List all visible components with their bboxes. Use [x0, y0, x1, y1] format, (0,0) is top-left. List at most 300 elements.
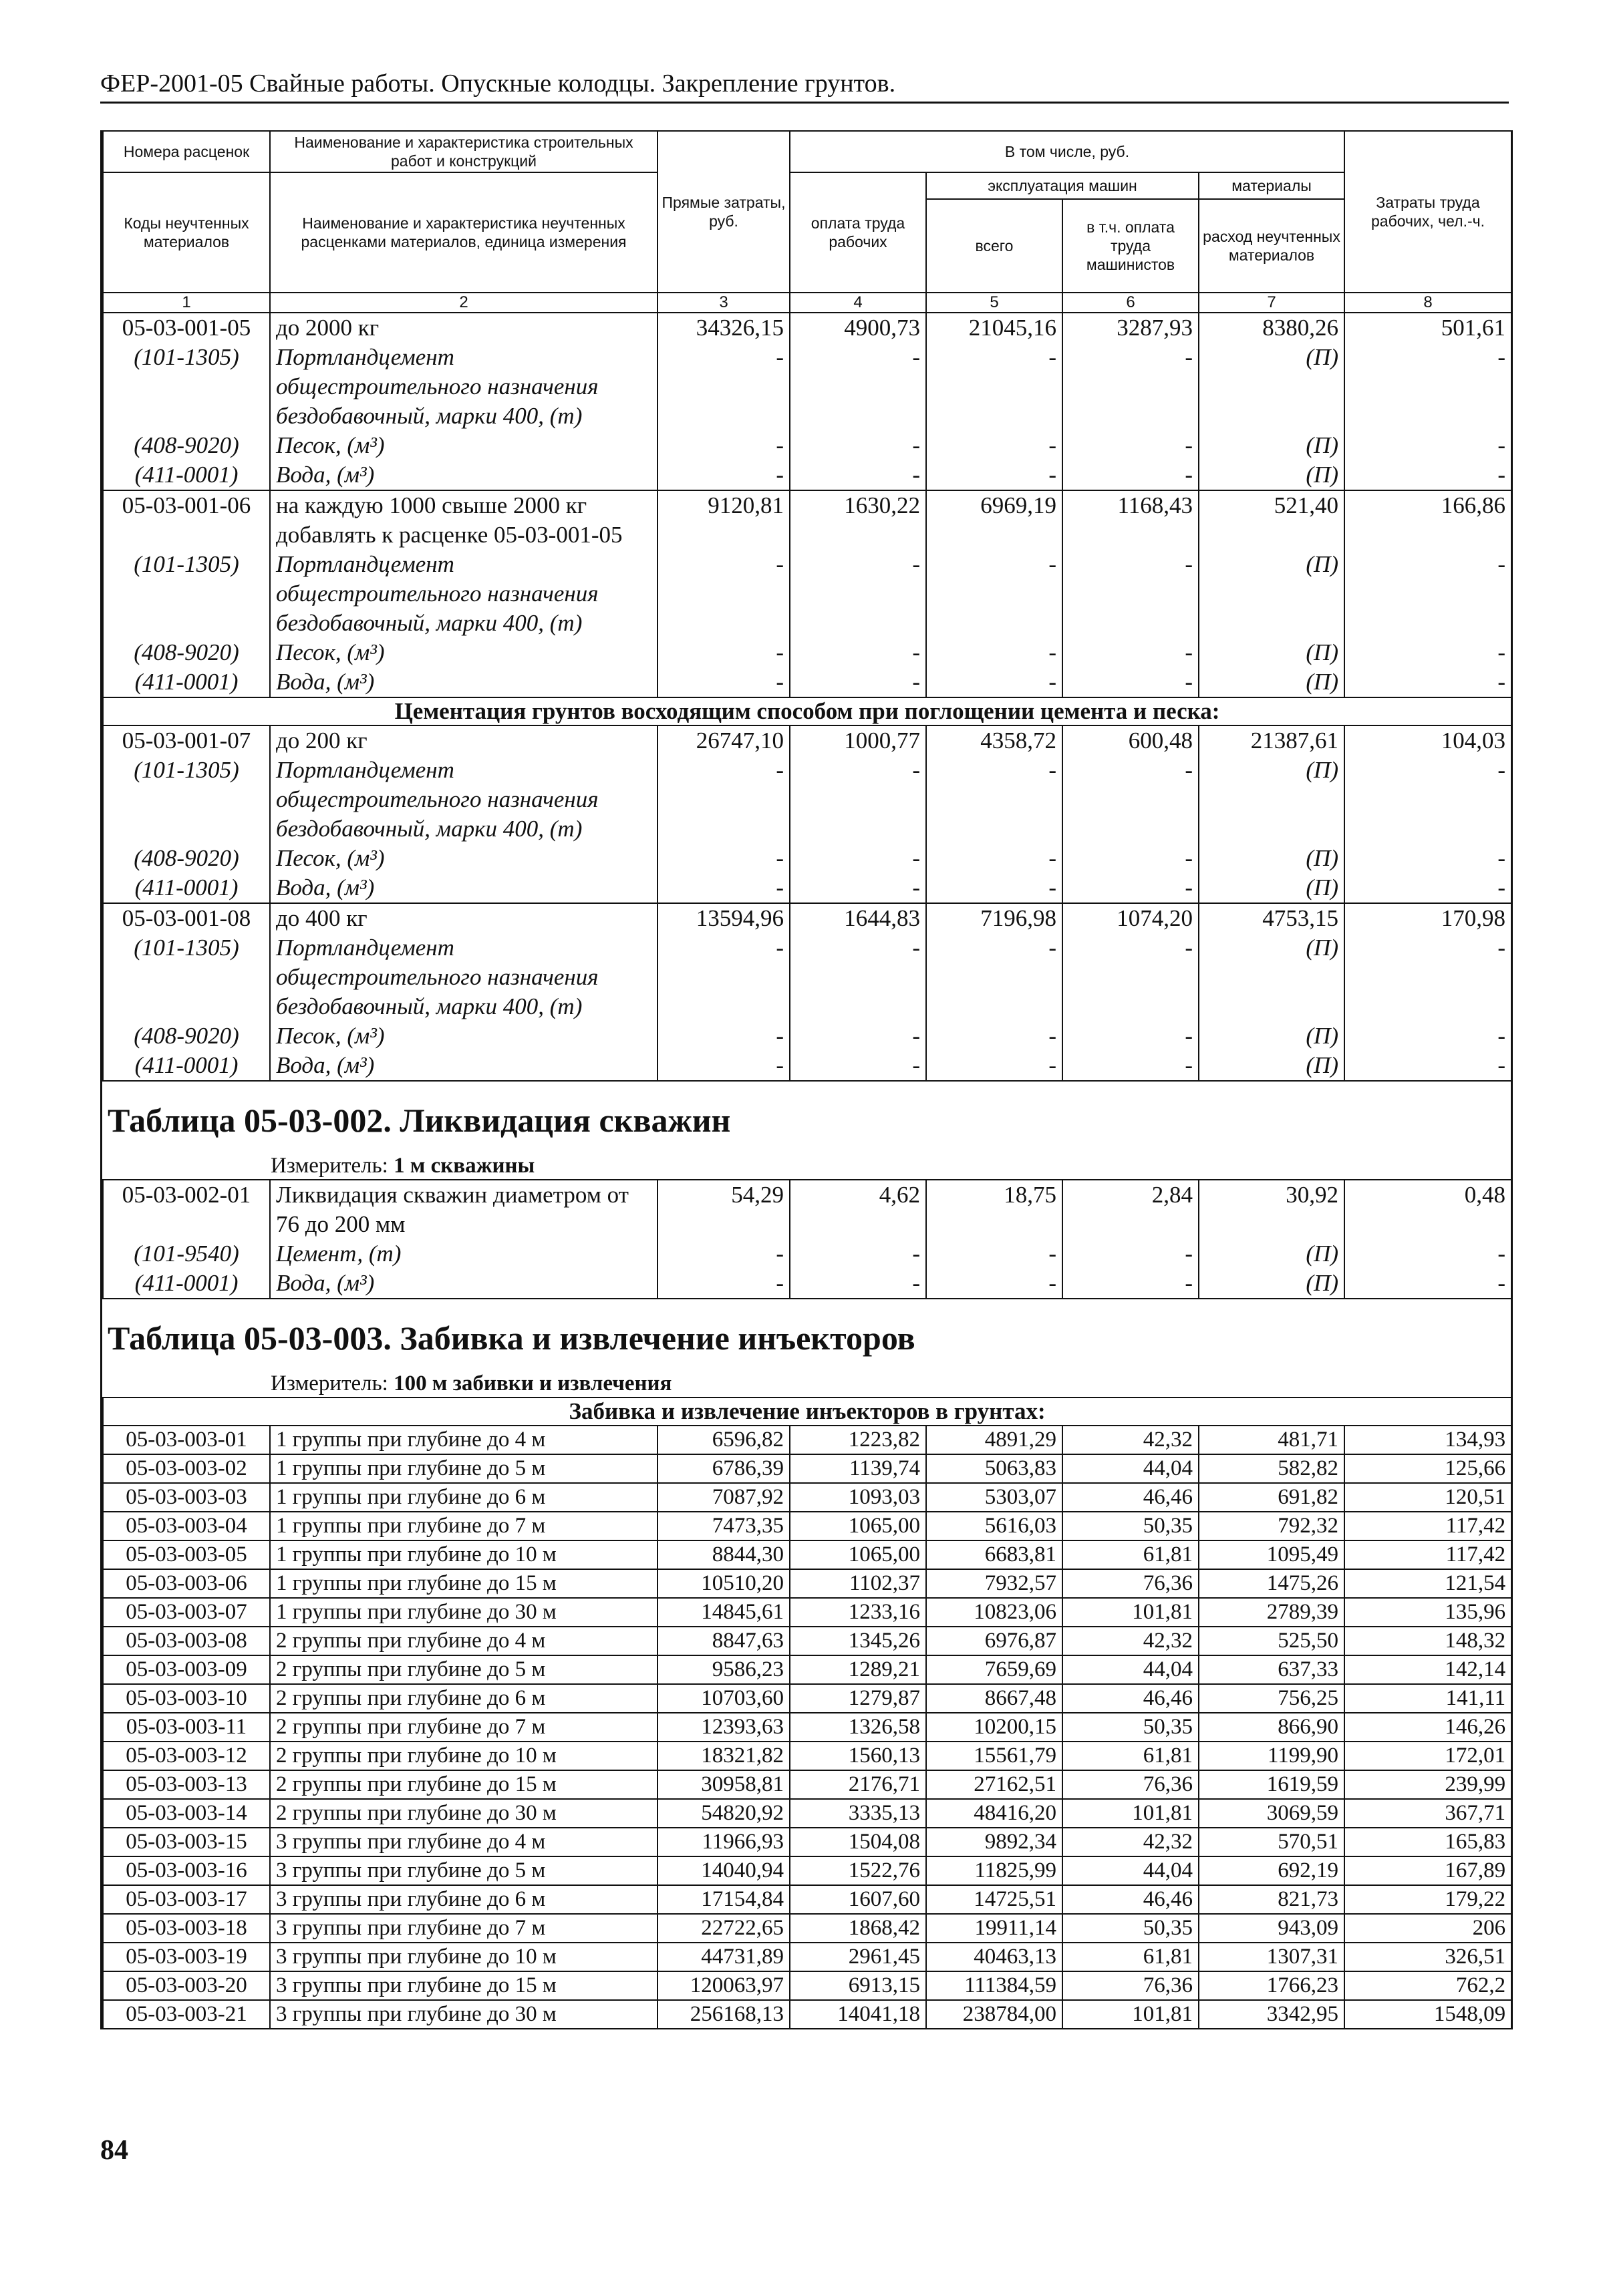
rate-value: 5303,07 [926, 1483, 1062, 1512]
rate-value: 44,04 [1062, 1454, 1199, 1483]
rate-code: 05-03-003-14 [103, 1799, 270, 1828]
header-machinists: в т.ч. оплата труда машинистов [1062, 199, 1199, 293]
rate-value: 1168,43 [1062, 490, 1199, 550]
rate-value: 179,22 [1344, 1885, 1511, 1914]
rate-value: 2789,39 [1199, 1598, 1344, 1627]
rate-name: до 2000 кг [270, 313, 658, 343]
material-dash: - [790, 1269, 926, 1299]
material-dash: - [1062, 1021, 1199, 1051]
material-dash: - [926, 933, 1062, 1021]
table-05-03-002-measure [102, 1152, 1511, 1179]
rate-value: 1199,90 [1199, 1742, 1344, 1770]
rate-name: 2 группы при глубине до 6 м [270, 1684, 658, 1713]
rate-value: 9892,34 [926, 1828, 1062, 1856]
rate-value: 8847,63 [658, 1627, 790, 1655]
rate-value: 1289,21 [790, 1655, 926, 1684]
rate-value: 30,92 [1199, 1180, 1344, 1239]
rate-code: 05-03-003-19 [103, 1943, 270, 1971]
material-name: Вода, (м³) [270, 1269, 658, 1299]
rate-value: 8667,48 [926, 1684, 1062, 1713]
rate-value: 22722,65 [658, 1914, 790, 1943]
material-dash: - [790, 550, 926, 638]
rate-value: 15561,79 [926, 1742, 1062, 1770]
rate-value: 600,48 [1062, 725, 1199, 756]
rate-name: на каждую 1000 свыше 2000 кг добавлять к расценке 05-03-001-05 [270, 490, 658, 550]
material-dash: - [790, 460, 926, 490]
rate-value: 1102,37 [790, 1569, 926, 1598]
section-heading: Забивка и извлечение инъекторов в грунтах: [103, 1398, 1511, 1426]
rate-value: 1233,16 [790, 1598, 926, 1627]
material-dash: - [1062, 431, 1199, 460]
material-dash: - [658, 1239, 790, 1269]
material-dash: - [658, 431, 790, 460]
header-codes: Коды неучтенных материалов [103, 172, 270, 293]
rate-value: 1766,23 [1199, 1971, 1344, 2000]
material-dash: - [658, 343, 790, 431]
rate-value: 1607,60 [790, 1885, 926, 1914]
material-dash: - [658, 844, 790, 873]
rate-value: 1074,20 [1062, 903, 1199, 933]
page-number: 84 [100, 2135, 128, 2166]
rate-value: 101,81 [1062, 1598, 1199, 1627]
rate-value: 26747,10 [658, 725, 790, 756]
rate-value: 19911,14 [926, 1914, 1062, 1943]
header-including: В том числе, руб. [790, 131, 1344, 172]
rate-name: 1 группы при глубине до 4 м [270, 1426, 658, 1454]
rate-value: 1644,83 [790, 903, 926, 933]
rate-value: 167,89 [1344, 1856, 1511, 1885]
rate-value: 76,36 [1062, 1971, 1199, 2000]
table-row [103, 1799, 1511, 1828]
material-dash: - [1062, 756, 1199, 844]
rate-name: 3 группы при глубине до 6 м [270, 1885, 658, 1914]
rate-value: 101,81 [1062, 2000, 1199, 2029]
rate-value: 4891,29 [926, 1426, 1062, 1454]
rate-name: 3 группы при глубине до 5 м [270, 1856, 658, 1885]
material-dash: - [658, 933, 790, 1021]
rate-value: 570,51 [1199, 1828, 1344, 1856]
material-dash: - [1062, 1269, 1199, 1299]
rate-value: 14845,61 [658, 1598, 790, 1627]
rate-value: 792,32 [1199, 1512, 1344, 1540]
rate-value: 46,46 [1062, 1684, 1199, 1713]
column-number: 5 [926, 293, 1062, 313]
rate-value: 7473,35 [658, 1512, 790, 1540]
material-dash: - [1344, 550, 1511, 638]
material-dash: - [926, 638, 1062, 667]
material-dash: - [1344, 1021, 1511, 1051]
material-dash: - [1344, 844, 1511, 873]
rate-name: 2 группы при глубине до 30 м [270, 1799, 658, 1828]
rate-value: 11825,99 [926, 1856, 1062, 1885]
rate-value: 1139,74 [790, 1454, 926, 1483]
material-unaccounted-mark: (П) [1199, 1021, 1344, 1051]
table-05-03-003-measure [102, 1370, 1511, 1397]
column-numbers-row [103, 293, 1511, 313]
rate-value: 104,03 [1344, 725, 1511, 756]
rate-value: 326,51 [1344, 1943, 1511, 1971]
table-row [103, 1713, 1511, 1742]
rate-value: 111384,59 [926, 1971, 1062, 2000]
material-dash: - [790, 873, 926, 903]
material-row [103, 550, 1511, 638]
rate-name: до 200 кг [270, 725, 658, 756]
rate-value: 54,29 [658, 1180, 790, 1239]
table-row [103, 1540, 1511, 1569]
rate-row [103, 490, 1511, 550]
material-code: (411-0001) [103, 1051, 270, 1081]
rate-value: 3069,59 [1199, 1799, 1344, 1828]
material-dash: - [790, 1021, 926, 1051]
table-row [103, 1569, 1511, 1598]
material-unaccounted-mark: (П) [1199, 343, 1344, 431]
material-code: (101-1305) [103, 933, 270, 1021]
rate-value: 1560,13 [790, 1742, 926, 1770]
material-dash: - [790, 638, 926, 667]
rate-value: 18321,82 [658, 1742, 790, 1770]
material-name: Портландцемент общестроительного назначения бездобавочный, марки 400, (т) [270, 550, 658, 638]
material-dash: - [926, 1021, 1062, 1051]
material-dash: - [1062, 844, 1199, 873]
column-number: 4 [790, 293, 926, 313]
material-row [103, 873, 1511, 903]
material-dash: - [926, 1051, 1062, 1081]
rate-value: 48416,20 [926, 1799, 1062, 1828]
rate-code: 05-03-003-04 [103, 1512, 270, 1540]
measure-value: 1 м скважины [394, 1154, 535, 1178]
material-code: (408-9020) [103, 431, 270, 460]
rate-code: 05-03-001-05 [103, 313, 270, 343]
material-name: Песок, (м³) [270, 638, 658, 667]
rate-value: 4358,72 [926, 725, 1062, 756]
material-dash: - [658, 1021, 790, 1051]
rate-value: 121,54 [1344, 1569, 1511, 1598]
material-unaccounted-mark: (П) [1199, 1239, 1344, 1269]
rate-value: 4900,73 [790, 313, 926, 343]
measure-label: Измеритель: [271, 1371, 388, 1396]
rate-value: 141,11 [1344, 1684, 1511, 1713]
rate-code: 05-03-003-08 [103, 1627, 270, 1655]
rate-value: 1522,76 [790, 1856, 926, 1885]
table-05-03-003-body [103, 1398, 1511, 2029]
material-dash: - [1062, 667, 1199, 697]
header-machines: эксплуатация машин [926, 172, 1199, 199]
header-machines-total: всего [926, 199, 1062, 293]
material-row [103, 343, 1511, 431]
table-row [103, 1770, 1511, 1799]
rate-code: 05-03-003-13 [103, 1770, 270, 1799]
rate-code: 05-03-003-02 [103, 1454, 270, 1483]
rate-value: 76,36 [1062, 1770, 1199, 1799]
material-dash: - [926, 1239, 1062, 1269]
rate-value: 7196,98 [926, 903, 1062, 933]
material-row [103, 844, 1511, 873]
rate-code: 05-03-003-01 [103, 1426, 270, 1454]
material-code: (101-1305) [103, 550, 270, 638]
rate-value: 11966,93 [658, 1828, 790, 1856]
material-unaccounted-mark: (П) [1199, 873, 1344, 903]
table-row [103, 1684, 1511, 1713]
table-05-03-001-body [103, 313, 1511, 1081]
material-row [103, 1021, 1511, 1051]
rate-value: 30958,81 [658, 1770, 790, 1799]
material-code: (101-1305) [103, 343, 270, 431]
table-row [103, 1943, 1511, 1971]
material-row [103, 638, 1511, 667]
material-dash: - [926, 844, 1062, 873]
rate-name: 3 группы при глубине до 10 м [270, 1943, 658, 1971]
header-rate-numbers: Номера расценок [103, 131, 270, 172]
material-row [103, 933, 1511, 1021]
rate-value: 14725,51 [926, 1885, 1062, 1914]
rate-value: 4,62 [790, 1180, 926, 1239]
rate-value: 170,98 [1344, 903, 1511, 933]
rate-value: 3287,93 [1062, 313, 1199, 343]
material-dash: - [790, 756, 926, 844]
rate-value: 3342,95 [1199, 2000, 1344, 2029]
table-row [103, 1828, 1511, 1856]
rates-table [102, 130, 1512, 1082]
material-dash: - [926, 667, 1062, 697]
material-name: Портландцемент общестроительного назначения бездобавочный, марки 400, (т) [270, 933, 658, 1021]
rate-value: 521,40 [1199, 490, 1344, 550]
rate-value: 54820,92 [658, 1799, 790, 1828]
rate-value: 1279,87 [790, 1684, 926, 1713]
material-dash: - [926, 873, 1062, 903]
table-05-03-003 [102, 1397, 1512, 2029]
rate-name: 3 группы при глубине до 15 м [270, 1971, 658, 2000]
rate-value: 1065,00 [790, 1512, 926, 1540]
rate-value: 256168,13 [658, 2000, 790, 2029]
header-work-name: Наименование и характеристика строительных работ и конструкций [270, 131, 658, 172]
rate-value: 44731,89 [658, 1943, 790, 1971]
rate-value: 10823,06 [926, 1598, 1062, 1627]
header-unaccounted-name: Наименование и характеристика неучтенных расценками материалов, единица измерения [270, 172, 658, 293]
rate-value: 1475,26 [1199, 1569, 1344, 1598]
rate-value: 1868,42 [790, 1914, 926, 1943]
rate-value: 9586,23 [658, 1655, 790, 1684]
rate-code: 05-03-001-07 [103, 725, 270, 756]
rate-code: 05-03-003-20 [103, 1971, 270, 2000]
rate-value: 14040,94 [658, 1856, 790, 1885]
rate-value: 6596,82 [658, 1426, 790, 1454]
material-code: (408-9020) [103, 638, 270, 667]
table-05-03-003-title: Таблица 05-03-003. Забивка и извлечение инъекторов [108, 1319, 915, 1357]
material-dash: - [1344, 431, 1511, 460]
rate-value: 2176,71 [790, 1770, 926, 1799]
rate-value: 7659,69 [926, 1655, 1062, 1684]
rate-value: 101,81 [1062, 1799, 1199, 1828]
rate-value: 135,96 [1344, 1598, 1511, 1627]
rate-value: 7932,57 [926, 1569, 1062, 1598]
rate-code: 05-03-003-17 [103, 1885, 270, 1914]
rate-value: 5063,83 [926, 1454, 1062, 1483]
material-dash: - [1344, 638, 1511, 667]
material-code: (408-9020) [103, 1021, 270, 1051]
rates-document [100, 130, 1513, 2029]
rate-value: 6683,81 [926, 1540, 1062, 1569]
table-row [103, 1742, 1511, 1770]
rate-code: 05-03-003-05 [103, 1540, 270, 1569]
rate-value: 1630,22 [790, 490, 926, 550]
material-row [103, 431, 1511, 460]
material-unaccounted-mark: (П) [1199, 460, 1344, 490]
rate-value: 866,90 [1199, 1713, 1344, 1742]
rate-name: 2 группы при глубине до 10 м [270, 1742, 658, 1770]
rate-code: 05-03-003-09 [103, 1655, 270, 1684]
material-dash: - [658, 756, 790, 844]
rate-value: 50,35 [1062, 1713, 1199, 1742]
table-05-03-002-body [103, 1180, 1511, 1299]
table-row [103, 1885, 1511, 1914]
rate-value: 582,82 [1199, 1454, 1344, 1483]
rate-value: 5616,03 [926, 1512, 1062, 1540]
material-unaccounted-mark: (П) [1199, 667, 1344, 697]
material-unaccounted-mark: (П) [1199, 1051, 1344, 1081]
table-row [103, 1598, 1511, 1627]
rate-code: 05-03-003-07 [103, 1598, 270, 1627]
rate-value: 21387,61 [1199, 725, 1344, 756]
rate-value: 2961,45 [790, 1943, 926, 1971]
rate-code: 05-03-003-03 [103, 1483, 270, 1512]
rate-value: 50,35 [1062, 1914, 1199, 1943]
section-heading-row [103, 697, 1511, 725]
rate-name: 1 группы при глубине до 15 м [270, 1569, 658, 1598]
material-dash: - [1062, 1239, 1199, 1269]
header-direct-costs: Прямые затраты, руб. [658, 131, 790, 293]
material-code: (101-1305) [103, 756, 270, 844]
rate-value: 42,32 [1062, 1627, 1199, 1655]
rate-value: 9120,81 [658, 490, 790, 550]
table-row [103, 1512, 1511, 1540]
material-name: Вода, (м³) [270, 873, 658, 903]
material-dash: - [1344, 873, 1511, 903]
material-dash: - [790, 667, 926, 697]
rate-value: 821,73 [1199, 1885, 1344, 1914]
rate-name: 1 группы при глубине до 10 м [270, 1540, 658, 1569]
rate-value: 125,66 [1344, 1454, 1511, 1483]
material-dash: - [1344, 343, 1511, 431]
rate-code: 05-03-003-18 [103, 1914, 270, 1943]
material-code: (408-9020) [103, 844, 270, 873]
rate-name: 1 группы при глубине до 30 м [270, 1598, 658, 1627]
material-name: Портландцемент общестроительного назначения бездобавочный, марки 400, (т) [270, 756, 658, 844]
material-dash: - [658, 638, 790, 667]
rate-value: 4753,15 [1199, 903, 1344, 933]
rate-value: 8380,26 [1199, 313, 1344, 343]
rate-value: 2,84 [1062, 1180, 1199, 1239]
rate-value: 12393,63 [658, 1713, 790, 1742]
material-code: (411-0001) [103, 873, 270, 903]
material-dash: - [790, 1051, 926, 1081]
rate-value: 46,46 [1062, 1483, 1199, 1512]
rate-value: 238784,00 [926, 2000, 1062, 2029]
rate-value: 14041,18 [790, 2000, 926, 2029]
material-unaccounted-mark: (П) [1199, 1269, 1344, 1299]
rate-value: 1000,77 [790, 725, 926, 756]
rate-value: 46,46 [1062, 1885, 1199, 1914]
table-row [103, 1627, 1511, 1655]
material-unaccounted-mark: (П) [1199, 431, 1344, 460]
rate-name: 1 группы при глубине до 7 м [270, 1512, 658, 1540]
rate-value: 117,42 [1344, 1512, 1511, 1540]
rate-value: 142,14 [1344, 1655, 1511, 1684]
material-dash: - [1344, 933, 1511, 1021]
material-row [103, 1051, 1511, 1081]
table-05-03-002 [102, 1179, 1512, 1299]
rate-code: 05-03-003-10 [103, 1684, 270, 1713]
rate-value: 6976,87 [926, 1627, 1062, 1655]
material-dash: - [1062, 873, 1199, 903]
rate-value: 501,61 [1344, 313, 1511, 343]
material-dash: - [658, 1051, 790, 1081]
rate-value: 1345,26 [790, 1627, 926, 1655]
rate-name: Ликвидация скважин диаметром от 76 до 200 мм [270, 1180, 658, 1239]
rate-code: 05-03-003-06 [103, 1569, 270, 1598]
rate-name: 3 группы при глубине до 4 м [270, 1828, 658, 1856]
rate-value: 1619,59 [1199, 1770, 1344, 1799]
material-name: Вода, (м³) [270, 460, 658, 490]
rate-value: 61,81 [1062, 1742, 1199, 1770]
material-row [103, 1269, 1511, 1299]
rate-code: 05-03-002-01 [103, 1180, 270, 1239]
rate-code: 05-03-003-16 [103, 1856, 270, 1885]
rate-value: 44,04 [1062, 1655, 1199, 1684]
rate-name: 2 группы при глубине до 5 м [270, 1655, 658, 1684]
measure-value: 100 м забивки и извлечения [394, 1371, 672, 1396]
rate-row [103, 903, 1511, 933]
rate-row [103, 725, 1511, 756]
column-number: 1 [103, 293, 270, 313]
rate-value: 7087,92 [658, 1483, 790, 1512]
rate-value: 239,99 [1344, 1770, 1511, 1799]
rate-name: 2 группы при глубине до 15 м [270, 1770, 658, 1799]
material-name: Цемент, (т) [270, 1239, 658, 1269]
rate-value: 762,2 [1344, 1971, 1511, 2000]
material-dash: - [1062, 550, 1199, 638]
rate-value: 166,86 [1344, 490, 1511, 550]
material-name: Портландцемент общестроительного назначения бездобавочный, марки 400, (т) [270, 343, 658, 431]
material-dash: - [926, 431, 1062, 460]
measure-label: Измеритель: [271, 1154, 388, 1178]
rate-code: 05-03-003-11 [103, 1713, 270, 1742]
rate-value: 6913,15 [790, 1971, 926, 2000]
material-dash: - [1344, 667, 1511, 697]
rate-value: 1095,49 [1199, 1540, 1344, 1569]
rate-value: 756,25 [1199, 1684, 1344, 1713]
rate-value: 1548,09 [1344, 2000, 1511, 2029]
material-dash: - [1062, 343, 1199, 431]
rate-value: 1223,82 [790, 1426, 926, 1454]
material-name: Песок, (м³) [270, 844, 658, 873]
material-dash: - [790, 844, 926, 873]
rate-value: 692,19 [1199, 1856, 1344, 1885]
rate-value: 10703,60 [658, 1684, 790, 1713]
material-unaccounted-mark: (П) [1199, 638, 1344, 667]
table-row [103, 1426, 1511, 1454]
material-unaccounted-mark: (П) [1199, 933, 1344, 1021]
material-dash: - [1344, 1239, 1511, 1269]
rate-value: 1093,03 [790, 1483, 926, 1512]
header-unaccounted-use: расход неучтенных материалов [1199, 199, 1344, 293]
rate-value: 61,81 [1062, 1540, 1199, 1569]
material-dash: - [1062, 933, 1199, 1021]
column-number: 8 [1344, 293, 1511, 313]
header-labor-wages: оплата труда рабочих [790, 172, 926, 293]
table-row [103, 1914, 1511, 1943]
rate-value: 3335,13 [790, 1799, 926, 1828]
material-dash: - [1344, 460, 1511, 490]
